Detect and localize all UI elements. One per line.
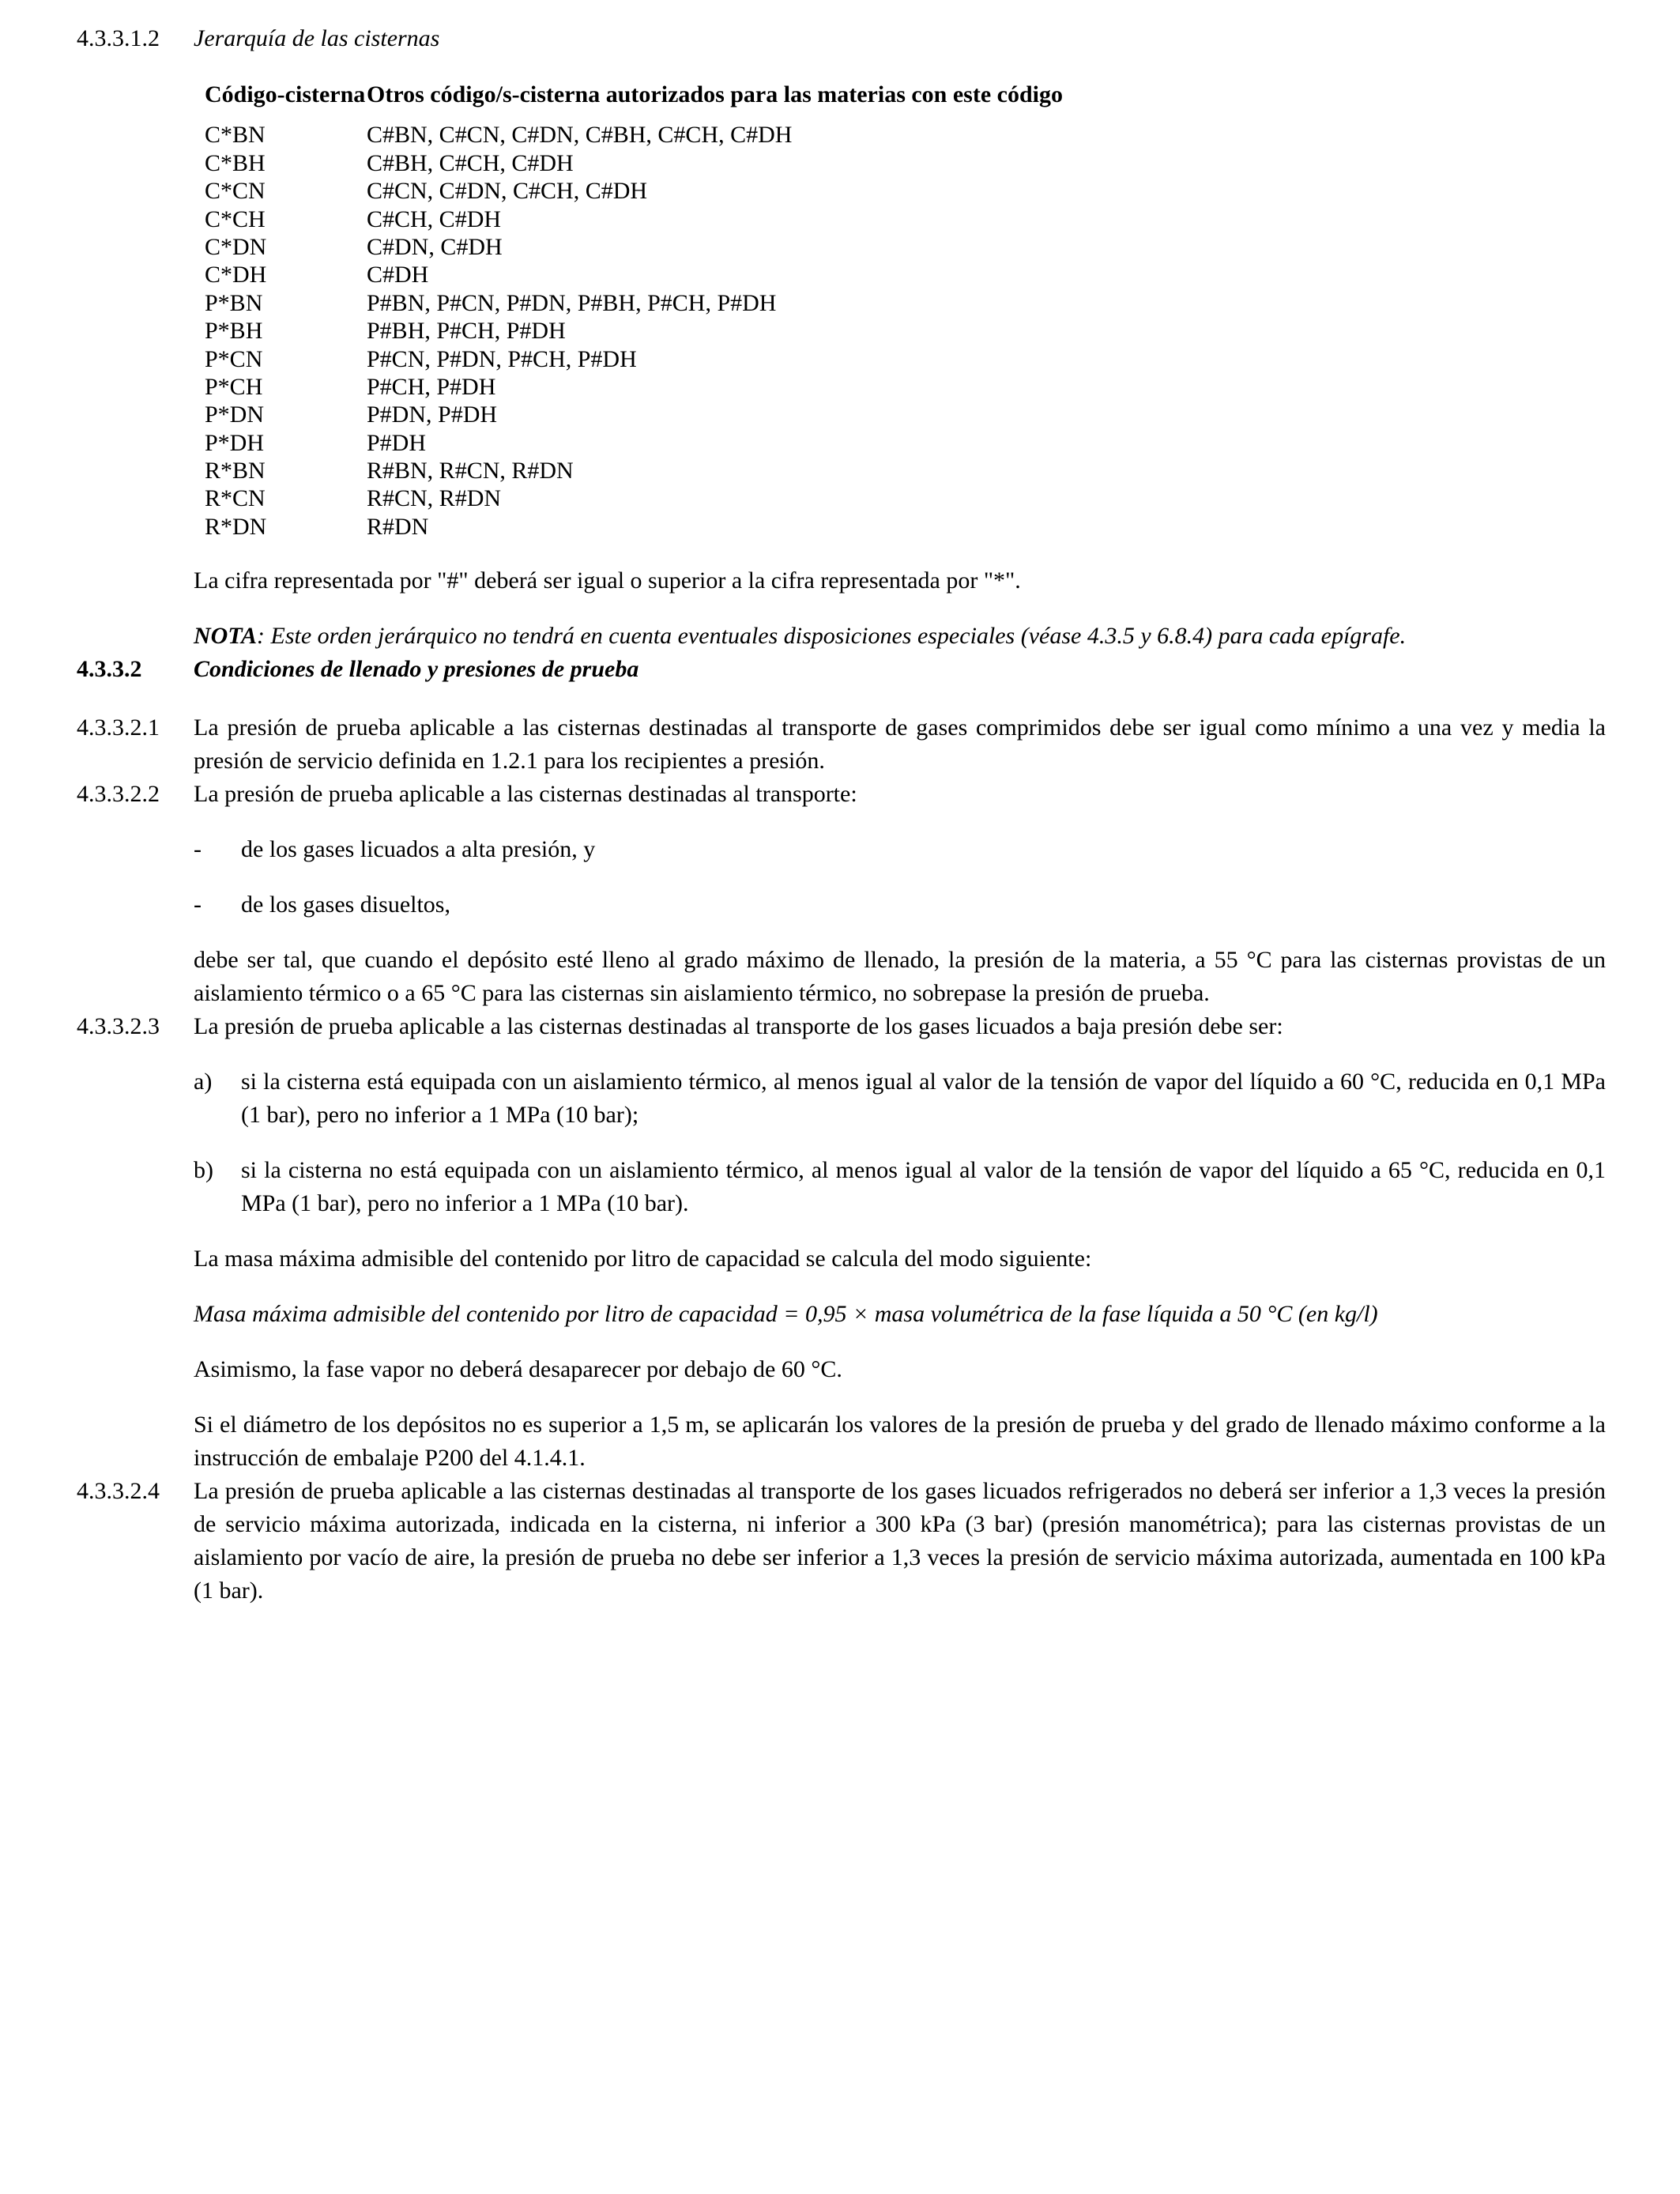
table-cell-allowed: R#DN (367, 513, 429, 540)
table-cell-code: R*CN (205, 485, 266, 512)
section-4-3-3-2-2 (77, 778, 1606, 1010)
list-marker: b) (194, 1157, 213, 1184)
list-marker: a) (194, 1069, 213, 1095)
table-header-row (205, 81, 1063, 121)
table-cell-code: C*DH (205, 262, 267, 288)
section-continuation-paragraph: debe ser tal, que cuando el depósito esté lleno al grado máximo de llenado, la presión de la materia, a 55 °C para las cisternas provistas de un aislamiento térmico o a 65 °C para las cisternas sin aislamiento térmico, no sobrepase la presión de prueba. (194, 947, 1606, 1007)
section-4-3-3-2-3 (77, 1010, 1606, 1475)
list-item-a (194, 1065, 1606, 1132)
table-row (205, 401, 1063, 428)
table-cell-allowed: P#DH (367, 429, 427, 456)
bullet-text: de los gases disueltos, (241, 892, 450, 918)
table-cell-allowed: P#BH, P#CH, P#DH (367, 318, 566, 345)
table-cell-code: C*DN (205, 233, 267, 260)
section-4-3-3-2-1 (77, 711, 1606, 778)
section-body (194, 1475, 1606, 1608)
table-cell-allowed: R#CN, R#DN (367, 485, 502, 512)
table-row (205, 149, 1063, 177)
bullet-item (194, 833, 1606, 866)
section-paragraph: La presión de prueba aplicable a las cisternas destinadas al transporte de gases comprimidos debe ser igual como mínimo a una vez y media la presión de servicio definida en 1.2.1 para los recipientes a presión. (194, 714, 1606, 775)
table-row (205, 429, 1063, 457)
table-cell-allowed: P#DN, P#DH (367, 401, 498, 428)
table-row (205, 205, 1063, 233)
table-row (205, 484, 1063, 512)
section-paragraph: La presión de prueba aplicable a las cisternas destinadas al transporte de los gases licuados refrigerados no deberá ser inferior a 1,3 veces la presión de servicio máxima autorizada, indicada en la cisterna, ni inferior a 300 kPa (3 bar) (presión manométrica); para las cisternas provistas de un aislamiento por vacío de aire, la presión de prueba no debe ser inferior a 1,3 veces la presión de servicio máxima autorizada, aumentada en 100 kPa (1 bar). (194, 1478, 1606, 1604)
table-cell-allowed: P#CH, P#DH (367, 373, 496, 400)
table-row (205, 317, 1063, 345)
table-cell-allowed: C#DN, C#DH (367, 233, 503, 260)
section-body (194, 22, 1606, 653)
table-cell-code: C*CH (205, 205, 266, 232)
table-cell-code: P*DN (205, 401, 265, 428)
table-row (205, 261, 1063, 288)
table-cell-code: R*DN (205, 513, 267, 540)
table-row (205, 121, 1063, 149)
section-4-3-3-2-4 (77, 1475, 1606, 1608)
table-cell-code: P*BH (205, 318, 263, 345)
section-number: 4.3.3.2.1 (77, 714, 160, 741)
masa-formula-paragraph: Masa máxima admisible del contenido por litro de capacidad = 0,95 × masa volumétrica de la fase líquida a 50 °C (en kg/l) (194, 1301, 1378, 1328)
list-item-b (194, 1154, 1606, 1220)
table-cell-code: C*BH (205, 149, 266, 176)
table-cell-code: P*CH (205, 373, 263, 400)
table-header-code: Código-cisterna (205, 81, 366, 107)
section-title: Jerarquía de las cisternas (194, 25, 440, 51)
section-number: 4.3.3.2.2 (77, 781, 160, 808)
table-row (205, 457, 1063, 484)
table-row (205, 177, 1063, 205)
table-cell-allowed: R#BN, R#CN, R#DN (367, 458, 574, 484)
bullet-marker: - (194, 836, 202, 863)
table-cell-allowed: C#BH, C#CH, C#DH (367, 149, 574, 176)
table-cell-code: P*DH (205, 429, 265, 456)
table-cell-code: C*CN (205, 178, 266, 205)
nota-paragraph (194, 620, 1606, 653)
section-4-3-3-1-2 (77, 22, 1606, 653)
section-body (194, 711, 1606, 778)
table-cell-allowed: C#BN, C#CN, C#DN, C#BH, C#CH, C#DH (367, 122, 793, 149)
nota-text: : Este orden jerárquico no tendrá en cuenta eventuales disposiciones especiales (véase 4.3.5 y 6.8.4) para cada epígrafe. (257, 623, 1407, 650)
section-title: Condiciones de llenado y presiones de prueba (194, 656, 639, 683)
section-body (194, 1010, 1606, 1475)
nota-label: NOTA (194, 623, 258, 650)
section-body (194, 778, 1606, 1010)
tank-code-hierarchy-table (205, 81, 1063, 541)
section-number: 4.3.3.2.4 (77, 1478, 160, 1505)
section-number: 4.3.3.2 (77, 656, 142, 683)
bullet-item (194, 888, 1606, 922)
table-row (205, 233, 1063, 261)
table-cell-allowed: P#BN, P#CN, P#DN, P#BH, P#CH, P#DH (367, 289, 777, 316)
table-cell-allowed: C#CH, C#DH (367, 205, 502, 232)
asimismo-paragraph: Asimismo, la fase vapor no deberá desaparecer por debajo de 60 °C. (194, 1356, 842, 1383)
list-item-text: si la cisterna está equipada con un aislamiento térmico, al menos igual al valor de la tensión de vapor del líquido a 60 °C, reducida en 0,1 MPa (1 bar), pero no inferior a 1 MPa (10 bar); (241, 1069, 1606, 1129)
section-number: 4.3.3.2.3 (77, 1013, 160, 1040)
table-row (205, 373, 1063, 401)
table-header-allowed: Otros código/s-cisterna autorizados para las materias con este código (367, 81, 1064, 107)
table-row (205, 289, 1063, 317)
section-intro-paragraph: La presión de prueba aplicable a las cisternas destinadas al transporte: (194, 781, 857, 808)
table-row (205, 513, 1063, 541)
table-cell-code: P*CN (205, 345, 263, 372)
section-intro-paragraph: La presión de prueba aplicable a las cisternas destinadas al transporte de los gases licuados a baja presión debe ser: (194, 1013, 1283, 1040)
table-cell-code: C*BN (205, 122, 266, 149)
section-number: 4.3.3.1.2 (77, 25, 160, 51)
section-4-3-3-2 (77, 653, 1606, 711)
masa-intro-paragraph: La masa máxima admisible del contenido por litro de capacidad se calcula del modo siguiente: (194, 1246, 1092, 1272)
table-cell-allowed: C#DH (367, 262, 429, 288)
section-body (194, 653, 1606, 711)
cifra-note-paragraph: La cifra representada por "#" deberá ser igual o superior a la cifra representada por "*". (194, 567, 1021, 594)
table-cell-allowed: C#CN, C#DN, C#CH, C#DH (367, 178, 648, 205)
table-cell-code: R*BN (205, 458, 266, 484)
bullet-text: de los gases licuados a alta presión, y (241, 836, 596, 863)
table-cell-code: P*BN (205, 289, 263, 316)
table-cell-allowed: P#CN, P#DN, P#CH, P#DH (367, 345, 637, 372)
diametro-paragraph: Si el diámetro de los depósitos no es superior a 1,5 m, se aplicarán los valores de la presión de prueba y del grado de llenado máximo conforme a la instrucción de embalaje P200 del 4.1.4.1. (194, 1412, 1606, 1472)
table-row (205, 345, 1063, 373)
list-item-text: si la cisterna no está equipada con un aislamiento térmico, al menos igual al valor de la tensión de vapor del líquido a 65 °C, reducida en 0,1 MPa (1 bar), pero no inferior a 1 MPa (10 bar). (241, 1157, 1606, 1217)
bullet-marker: - (194, 892, 202, 918)
